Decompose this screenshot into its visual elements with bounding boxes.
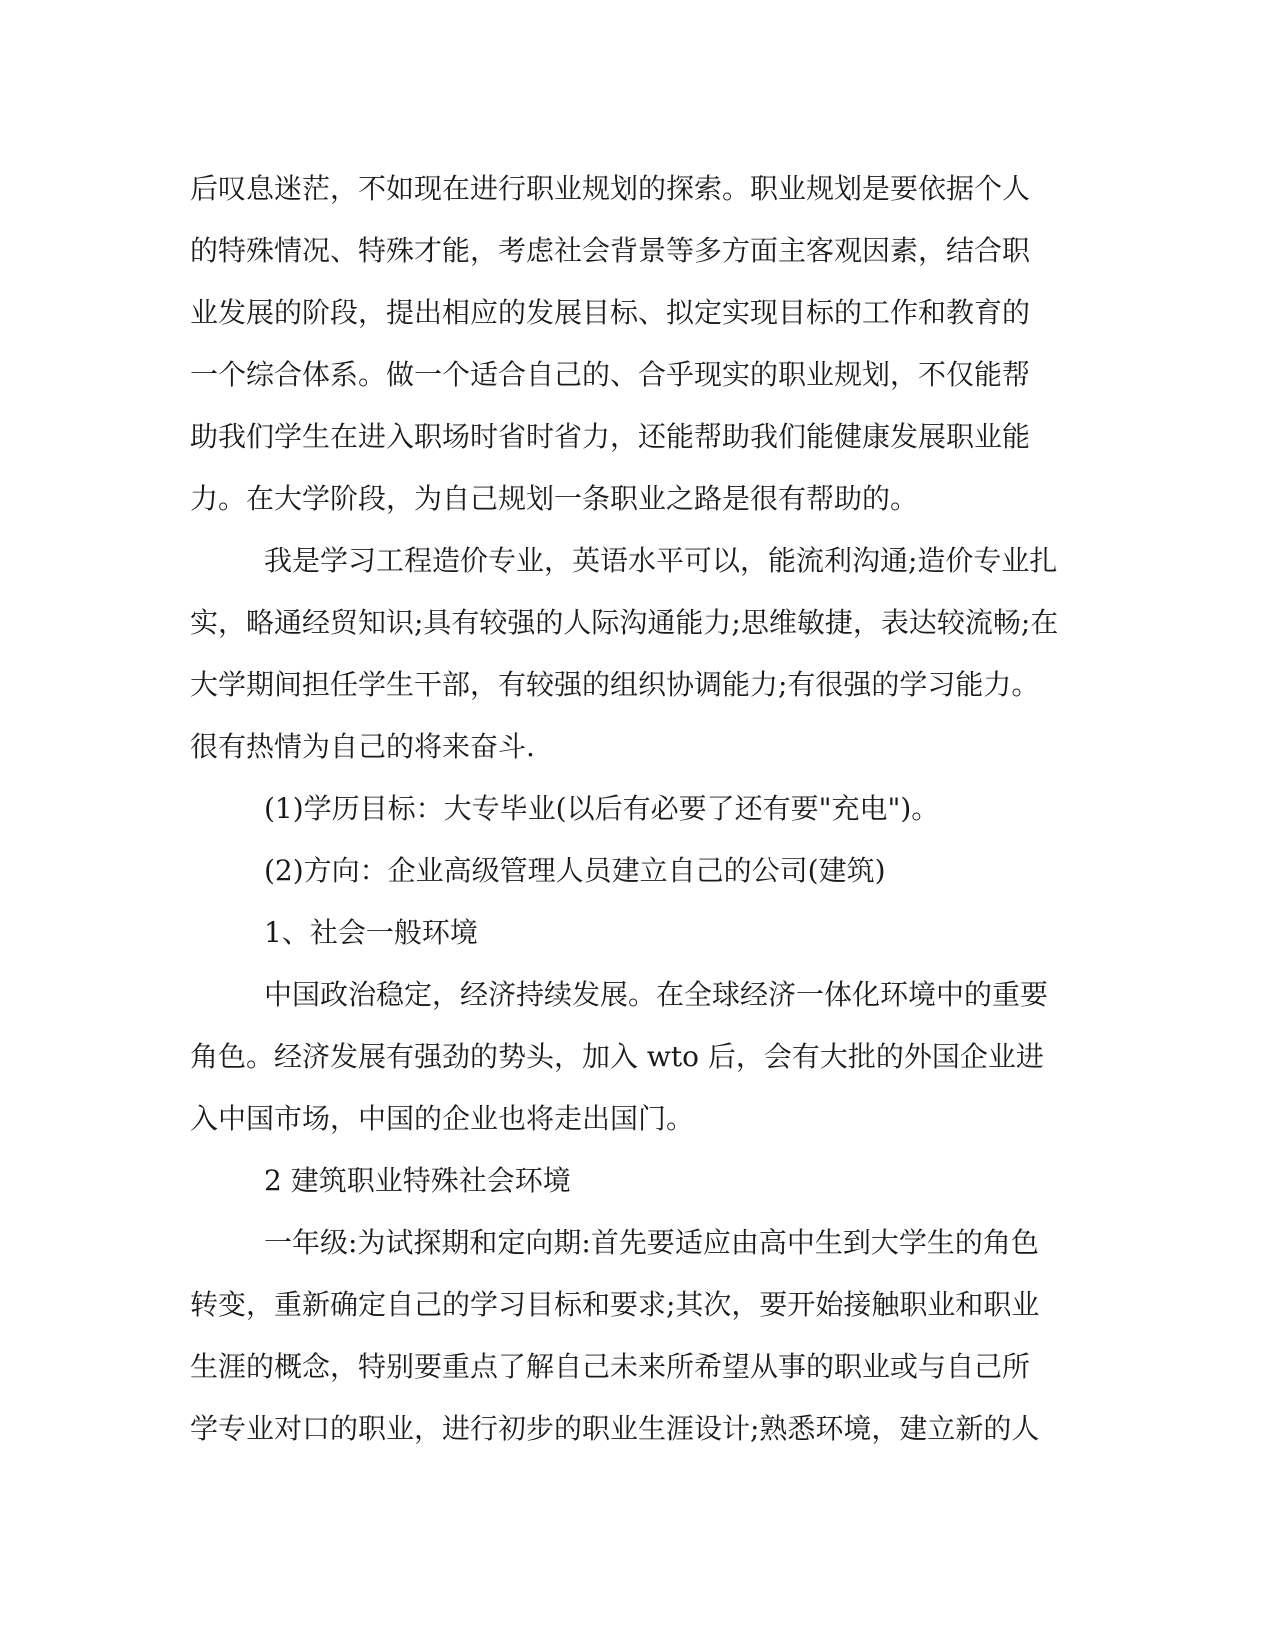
text-line: 力。在大学阶段，为自己规划一条职业之路是很有帮助的。	[190, 482, 919, 515]
text-line: 转变，重新确定自己的学习目标和要求;其次，要开始接触职业和职业	[190, 1288, 1040, 1321]
text-line: 业发展的阶段，提出相应的发展目标、拟定实现目标的工作和教育的	[190, 296, 1031, 329]
document-body	[190, 158, 1090, 1460]
text-line: 生涯的概念，特别要重点了解自己未来所希望从事的职业或与自己所	[190, 1350, 1031, 1383]
paragraph-first-line: 一年级:为试探期和定向期:首先要适应由高中生到大学生的角色	[264, 1226, 1039, 1259]
text-line: 后叹息迷茫，不如现在进行职业规划的探索。职业规划是要依据个人	[190, 172, 1031, 205]
paragraph-first-line: 中国政治稳定，经济持续发展。在全球经济一体化环境中的重要	[264, 978, 1049, 1011]
paragraph-first-line: 我是学习工程造价专业，英语水平可以，能流利沟通;造价专业扎	[264, 544, 1058, 577]
goal-education-item: (1)学历目标：大专毕业(以后有必要了还有要"充电")。	[264, 792, 940, 825]
text-line: 很有热情为自己的将来奋斗.	[190, 730, 535, 763]
section-heading: 1、社会一般环境	[264, 916, 478, 949]
text-line: 入中国市场，中国的企业也将走出国门。	[190, 1102, 695, 1135]
text-line: 助我们学生在进入职场时省时省力，还能帮助我们能健康发展职业能	[190, 420, 1031, 453]
text-line: 一个综合体系。做一个适合自己的、合乎现实的职业规划，不仅能帮	[190, 358, 1031, 391]
text-line: 实，略通经贸知识;具有较强的人际沟通能力;思维敏捷，表达较流畅;在	[190, 606, 1059, 639]
section-heading: 2 建筑职业特殊社会环境	[264, 1164, 571, 1197]
goal-direction-item: (2)方向：企业高级管理人员建立自己的公司(建筑)	[264, 854, 886, 887]
text-line: 角色。经济发展有强劲的势头，加入 wto 后，会有大批的外国企业进	[190, 1040, 1044, 1073]
text-line: 的特殊情况、特殊才能，考虑社会背景等多方面主客观因素，结合职	[190, 234, 1031, 267]
text-line: 学专业对口的职业，进行初步的职业生涯设计;熟悉环境，建立新的人	[190, 1412, 1040, 1445]
text-line: 大学期间担任学生干部，有较强的组织协调能力;有很强的学习能力。	[190, 668, 1040, 701]
